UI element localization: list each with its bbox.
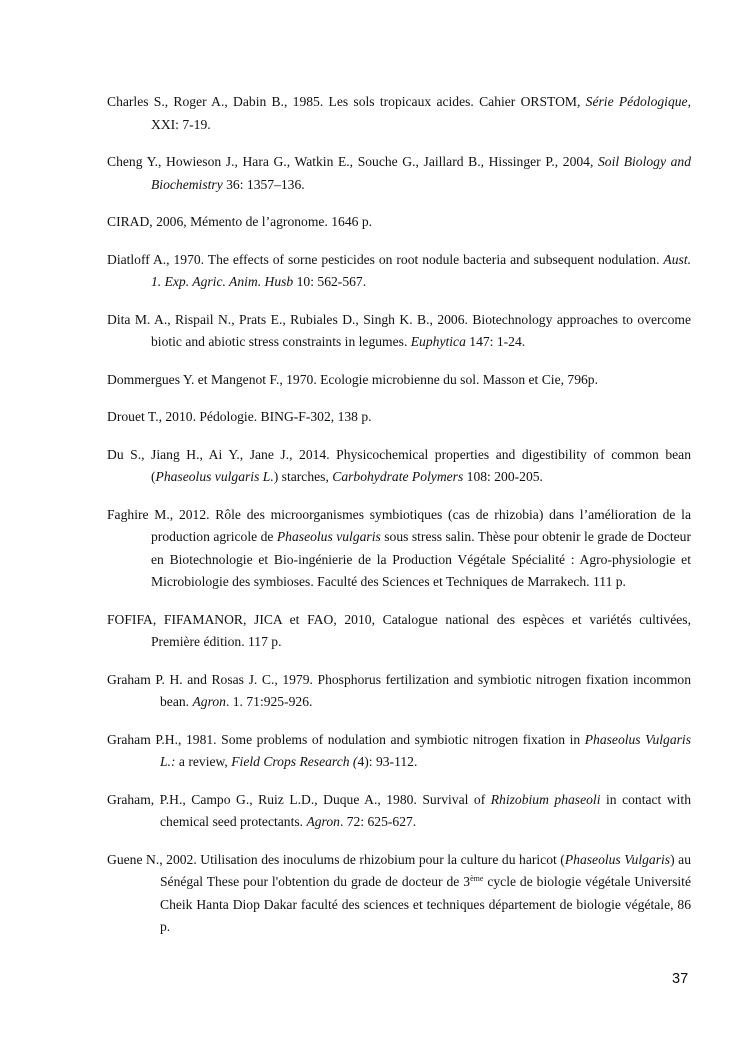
italic-text: Série Pédologique xyxy=(585,94,688,109)
italic-text: Phaseolus Vulgaris L.: xyxy=(160,731,691,769)
reference-text: Diatloff A., 1970. The effects of sorne pesticides on root nodule bacteria and subsequent nodulation. xyxy=(107,251,664,267)
reference-entry xyxy=(107,151,691,196)
reference-entry xyxy=(107,789,691,834)
reference-text: . 72: 625-627. xyxy=(339,814,417,829)
reference-text: 108: 200-205. xyxy=(463,469,543,484)
superscript-text: ème xyxy=(470,874,484,883)
reference-entry xyxy=(107,444,691,489)
reference-entry xyxy=(107,504,691,594)
italic-text: Soil Biology and Biochemistry xyxy=(151,154,691,192)
reference-text: ) starches, xyxy=(273,469,333,484)
reference-text: 36: 1357–136. xyxy=(222,176,305,192)
reference-entry xyxy=(107,309,691,354)
reference-text: Dommergues Y. et Mangenot F., 1970. Ecologie microbienne du sol. Masson et Cie, 796p. xyxy=(107,371,598,387)
reference-text: Cheng Y., Howieson J., Hara G., Watkin E., Souche G., Jaillard B., Hissinger P., 2004, xyxy=(107,154,598,169)
reference-text: ) au Sénégal These pour l'obtention du grade de docteur de 3 xyxy=(160,851,691,889)
italic-text: Agron xyxy=(306,814,340,829)
italic-text: Euphytica xyxy=(410,334,466,349)
reference-entry xyxy=(107,91,691,136)
italic-text: Rhizobium phaseoli xyxy=(490,791,601,807)
reference-entry xyxy=(107,849,691,939)
italic-text: Agron xyxy=(192,694,226,709)
reference-text: cycle de biologie végétale Université Cheik Hanta Diop Dakar faculté des sciences et techniques département de biologie végétale, 86 p. xyxy=(160,874,691,934)
reference-text: Charles S., Roger A., Dabin B., 1985. Les sols tropicaux acides. Cahier ORSTOM, xyxy=(107,94,586,109)
reference-text: Graham P. H. and Rosas J. C., 1979. Phosphorus fertilization and symbiotic nitrogen fixation incommon bean. xyxy=(107,671,691,709)
reference-list xyxy=(107,91,691,954)
reference-text: Drouet T., 2010. Pédologie. BING-F-302, 138 p. xyxy=(107,409,372,424)
reference-entry xyxy=(107,211,691,234)
reference-text: a review, xyxy=(175,754,232,769)
reference-text: Graham P.H., 1981. Some problems of nodulation and symbiotic nitrogen fixation in xyxy=(107,731,585,747)
italic-text: Carbohydrate Polymers xyxy=(332,469,464,484)
reference-text: Dita M. A., Rispail N., Prats E., Rubiales D., Singh K. B., 2006. Biotechnology approaches to overcome biotic and abiotic stress constraints in legumes. xyxy=(107,311,691,349)
italic-text: Field Crops Research ( xyxy=(231,754,358,769)
reference-text: Du S., Jiang H., Ai Y., Jane J., 2014. Physicochemical properties and digestibility of common bean ( xyxy=(107,446,691,484)
italic-text: Phaseolus vulgaris xyxy=(276,529,381,544)
reference-entry xyxy=(107,249,691,294)
reference-text: sous stress salin. Thèse pour obtenir le grade de Docteur en Biotechnologie et Bio-ingénierie de la Production Végétale Spécialité : Agro-physiologie et Microbiologie des symbioses. Faculté des Sciences et Techniques de Marrakech. 111 p. xyxy=(151,529,692,589)
reference-entry xyxy=(107,369,691,392)
reference-text: . 1. 71:925-926. xyxy=(225,694,313,709)
reference-text: in contact with chemical seed protectants. xyxy=(160,791,691,829)
italic-text: Phaseolus Vulgaris xyxy=(564,851,671,867)
page-number: 37 xyxy=(672,971,689,987)
reference-text: , XXI: 7-19. xyxy=(151,94,691,132)
reference-text: FOFIFA, FIFAMANOR, JICA et FAO, 2010, Catalogue national des espèces et variétés cultivées, Première édition. 117 p. xyxy=(107,611,691,649)
reference-entry xyxy=(107,669,691,714)
reference-entry xyxy=(107,729,691,774)
reference-text: 10: 562-567. xyxy=(293,274,367,289)
italic-text: Phaseolus vulgaris L. xyxy=(155,469,274,484)
reference-text: 4): 93-112. xyxy=(357,754,418,769)
italic-text: Aust. 1. Exp. Agric. Anim. Husb xyxy=(151,251,691,289)
reference-text: Graham, P.H., Campo G., Ruiz L.D., Duque A., 1980. Survival of xyxy=(107,791,491,807)
reference-text: 147: 1-24. xyxy=(465,334,526,349)
reference-text: Faghire M., 2012. Rôle des microorganismes symbiotiques (cas de rhizobia) dans l’amélioration de la production agricole de xyxy=(107,506,691,544)
reference-text: CIRAD, 2006, Mémento de l’agronome. 1646 p. xyxy=(107,214,373,229)
reference-text: Guene N., 2002. Utilisation des inoculums de rhizobium pour la culture du haricot ( xyxy=(107,851,565,867)
reference-entry xyxy=(107,406,691,429)
reference-entry xyxy=(107,609,691,654)
